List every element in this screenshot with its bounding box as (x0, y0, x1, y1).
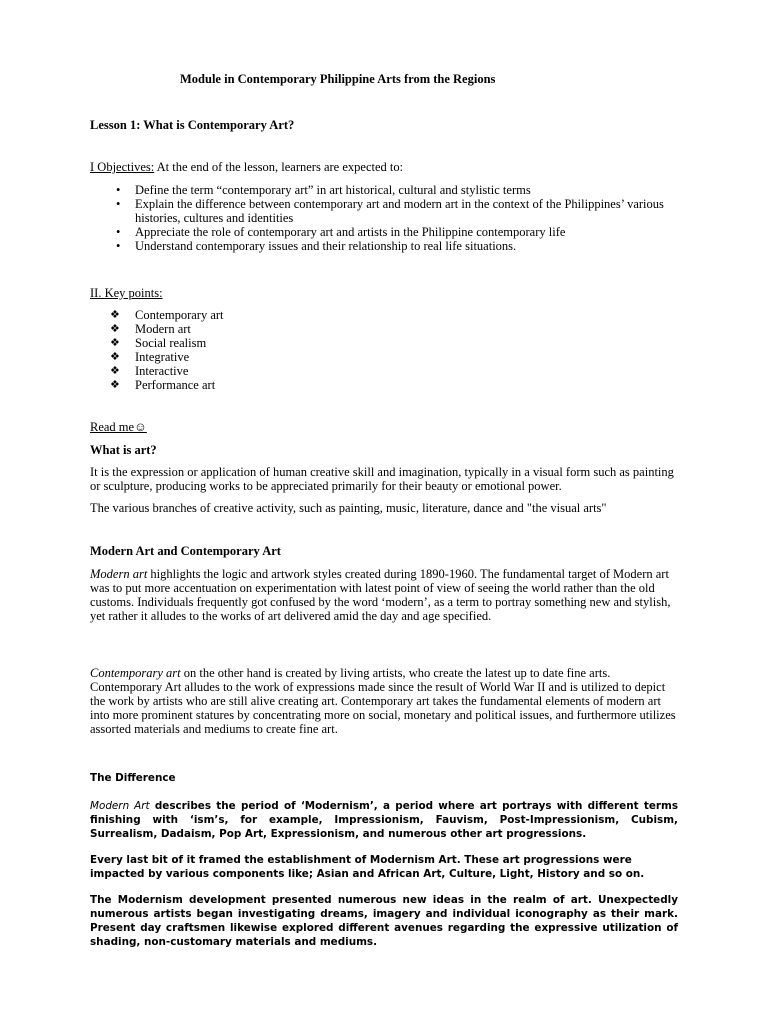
bullet-icon: • (116, 197, 121, 211)
objectives-intro (90, 160, 690, 174)
contemporary-art-paragraph: Contemporary art on the other hand is created by living artists, who create the latest up to date fine arts. Contemporary Art alludes to the work of expressions made since the result of World War II and is utilized to depict the work by artists who are still alive creating art. Contemporary art takes the fundamental elements of modern art into more prominent statures by concentrating more on social, monetary and political issues, and furthermore utilizes assorted materials and mediums to create fine art. (90, 666, 676, 736)
key-points-list (90, 308, 390, 392)
list-item: ❖ Interactive (110, 364, 189, 378)
diamond-bullet-icon: ❖ (110, 379, 120, 391)
difference-paragraph-1: Modern Art describes the period of ‘Modernism’, a period where art portrays with different terms finishing with ‘ism’s, for example, Impressionism, Fauvism, Post-Impressionism, Cubism, Surrealism, Dadaism, Pop Art, Expressionism, and numerous other art progressions. (90, 800, 678, 840)
list-item: • Understand contemporary issues and their relationship to real life situations. (116, 239, 517, 253)
diamond-bullet-icon: ❖ (110, 351, 120, 363)
diamond-bullet-icon: ❖ (110, 323, 120, 335)
what-is-art-heading: What is art? (90, 443, 157, 457)
modern-contemporary-heading: Modern Art and Contemporary Art (90, 544, 281, 558)
list-item: ❖ Contemporary art (110, 308, 224, 322)
list-item: ❖ Modern art (110, 322, 191, 336)
list-item: • Explain the difference between contemporary art and modern art in the context of the Philippines’ various histories, cultures and identities (116, 197, 664, 225)
modern-art-term-2: Modern Art (90, 800, 150, 812)
diamond-bullet-icon: ❖ (110, 365, 120, 377)
read-me-label: Read me☺ (90, 420, 147, 434)
objectives-list (90, 183, 688, 253)
lesson-title: Lesson 1: What is Contemporary Art? (90, 118, 295, 132)
difference-paragraph-2: Every last bit of it framed the establishment of Modernism Art. These art progressions were impacted by various components like; Asian and African Art, Culture, Light, History and so on. (90, 854, 645, 880)
what-is-art-paragraph-2: The various branches of creative activity, such as painting, music, literature, dance and "the visual arts" (90, 501, 607, 515)
diamond-bullet-icon: ❖ (110, 337, 120, 349)
list-item: ❖ Performance art (110, 378, 216, 392)
difference-paragraph-3: The Modernism development presented numerous new ideas in the realm of art. Unexpectedly numerous artists began investigating dreams, imagery and individual iconography as their mark. Present day craftsmen likewise explored different avenues regarding the expressive utilization of shading, non-customary materials and mediums. (90, 894, 678, 948)
modern-art-paragraph: Modern art highlights the logic and artwork styles created during 1890-1960. The fundamental target of Modern art was to put more accentuation on experimentation with latest point of view of seeing the world rather than the old customs. Individuals frequently got confused by the word ‘modern’, as a term to portray something new and stylish, yet rather it alludes to the works of art delivered amid the day and age specified. (90, 567, 671, 623)
diamond-bullet-icon: ❖ (110, 309, 120, 321)
what-is-art-paragraph-1: It is the expression or application of human creative skill and imagination, typically in a visual form such as painting or sculpture, producing works to be appreciated primarily for their beauty or emotional power. (90, 465, 674, 493)
module-title: Module in Contemporary Philippine Arts from the Regions (180, 72, 496, 86)
bullet-icon: • (116, 183, 121, 197)
list-item: • Define the term “contemporary art” in art historical, cultural and stylistic terms (116, 183, 531, 197)
list-item: ❖ Integrative (110, 350, 190, 364)
list-item: ❖ Social realism (110, 336, 207, 350)
modern-art-term: Modern art (90, 567, 148, 581)
list-item: • Appreciate the role of contemporary art and artists in the Philippine contemporary life (116, 225, 566, 239)
objectives-intro-text: At the end of the lesson, learners are expected to: (154, 160, 404, 174)
objectives-heading: I Objectives: (90, 160, 155, 174)
bullet-icon: • (116, 239, 121, 253)
key-points-heading: II. Key points: (90, 286, 163, 300)
difference-heading: The Difference (90, 772, 176, 784)
contemporary-art-term: Contemporary art (90, 666, 181, 680)
bullet-icon: • (116, 225, 121, 239)
